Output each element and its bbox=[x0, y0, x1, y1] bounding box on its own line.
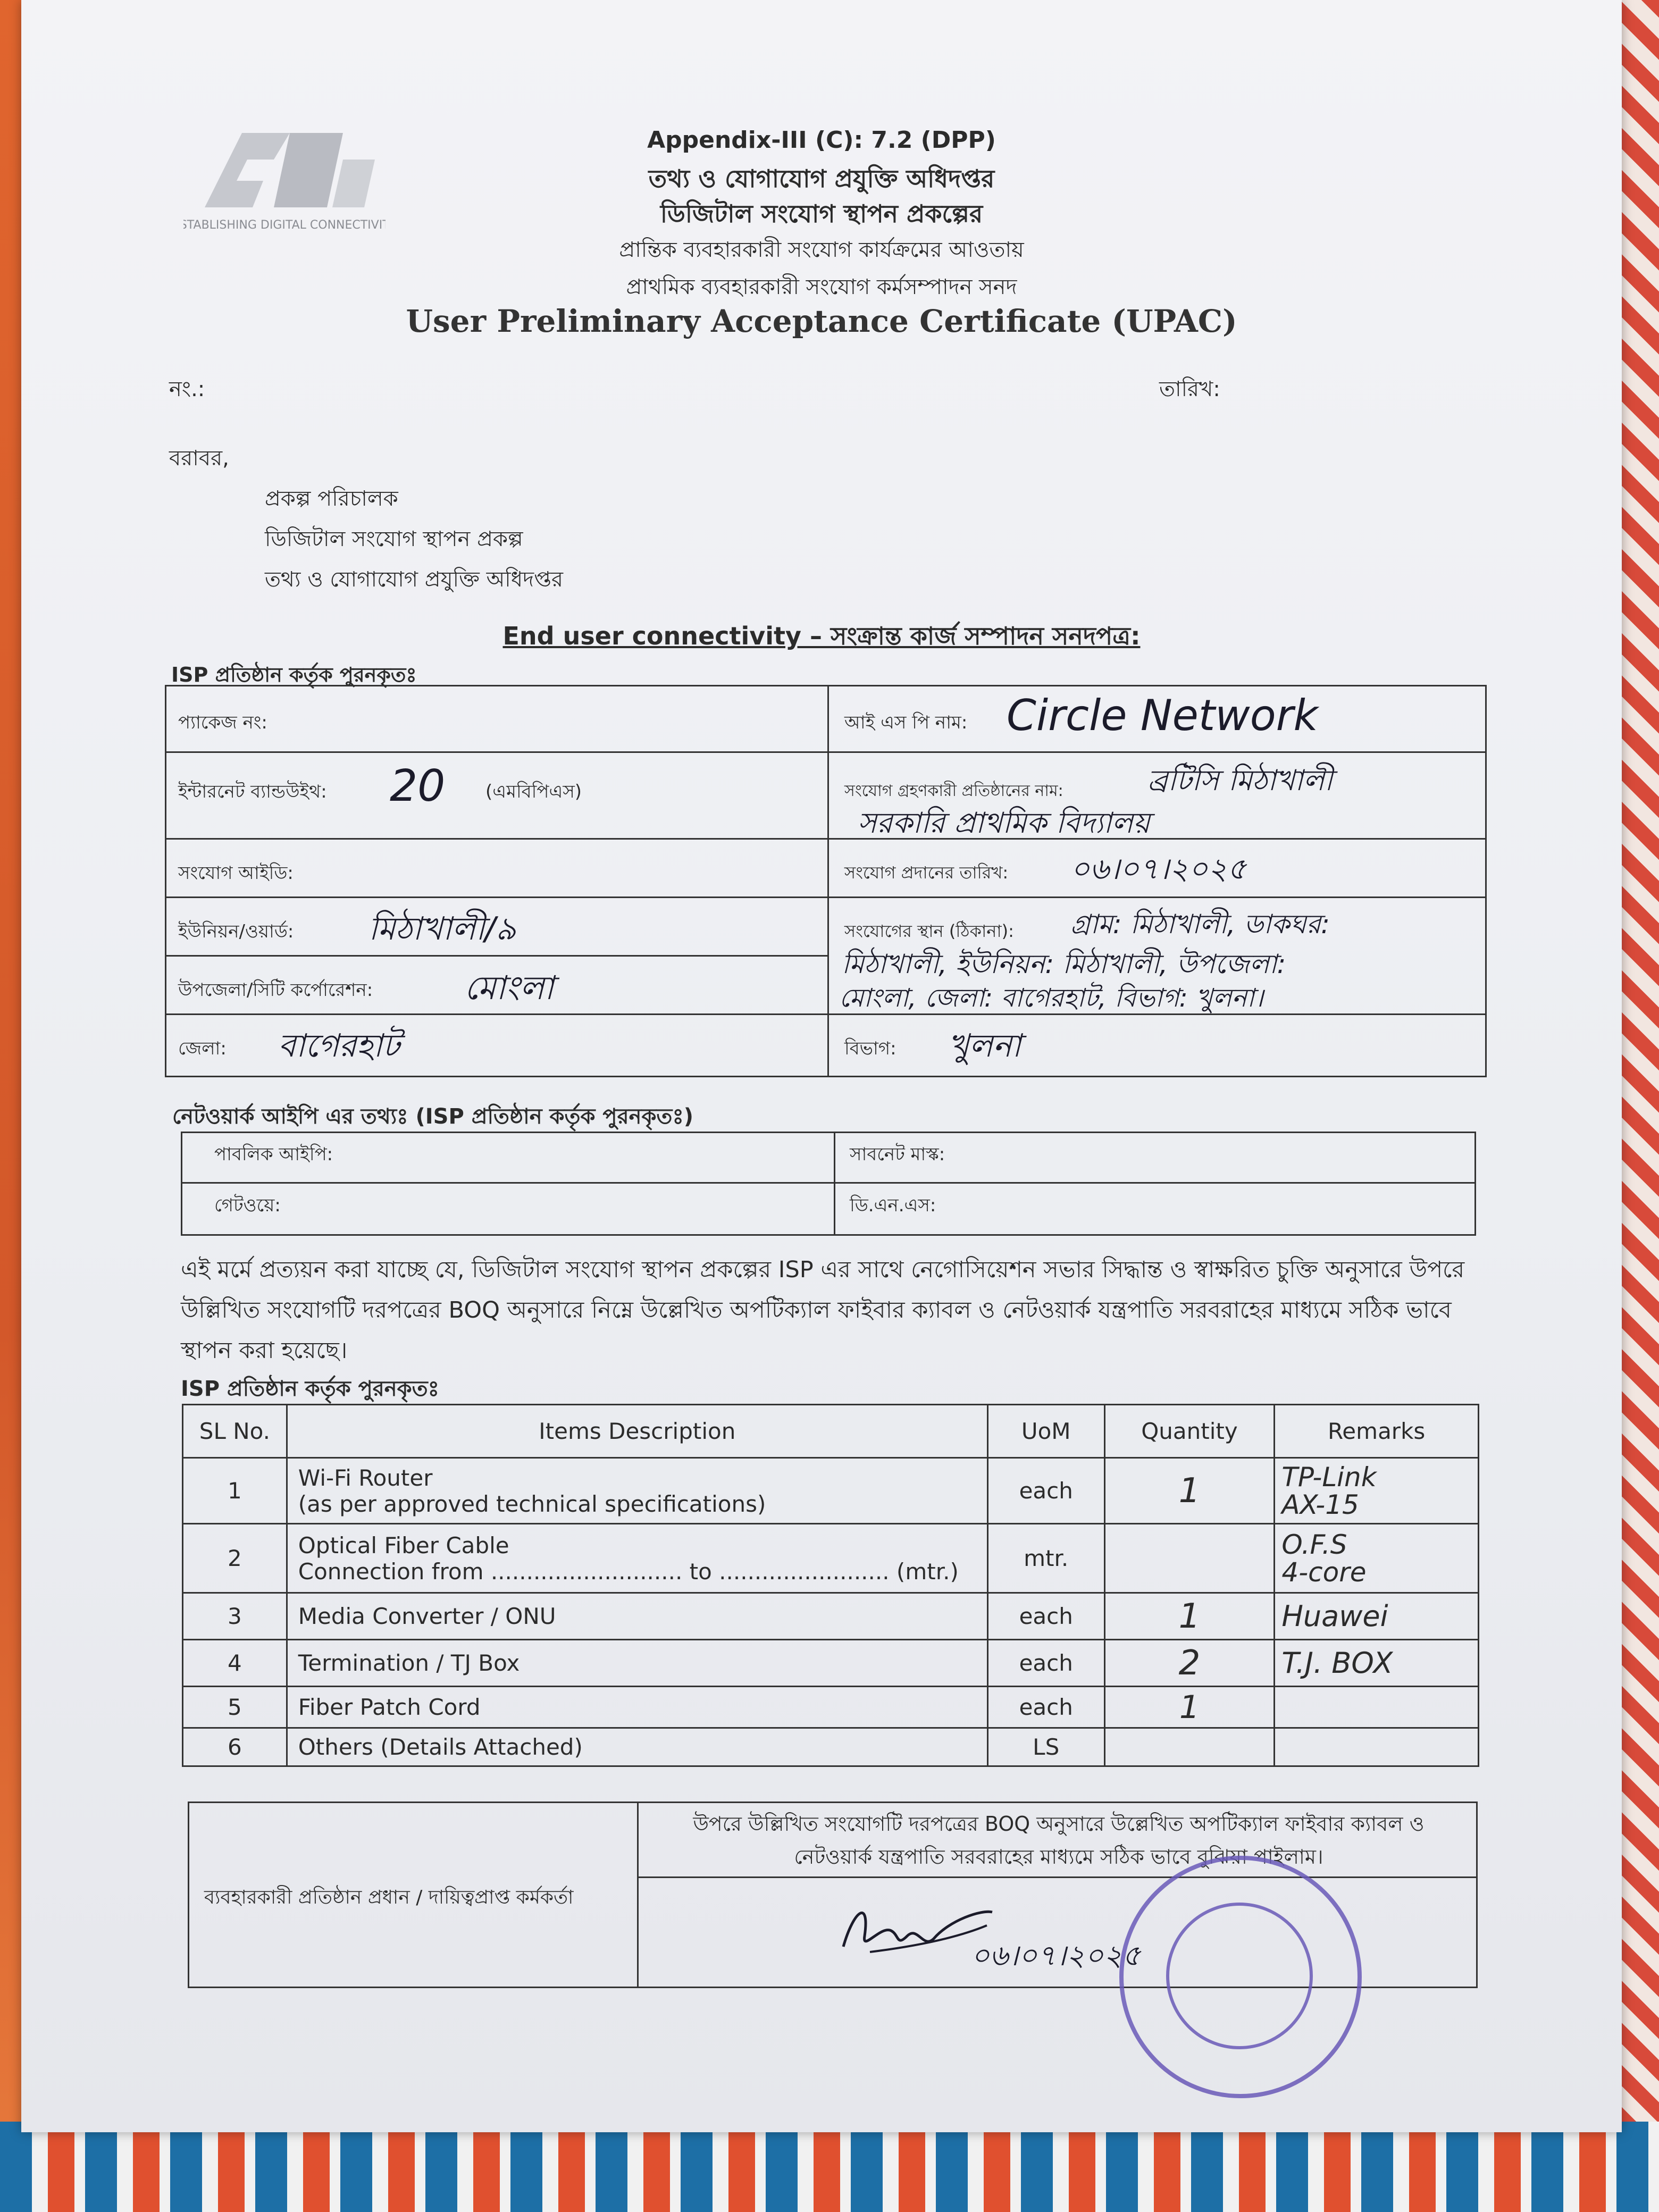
package-label: প্যাকেজ নং: bbox=[178, 712, 267, 733]
logo-text: ESTABLISHING DIGITAL CONNECTIVITY bbox=[183, 219, 386, 232]
row-qty: 2 bbox=[1104, 1640, 1275, 1687]
row-qty bbox=[1104, 1728, 1275, 1766]
table-row bbox=[183, 1458, 1479, 1524]
items-header-row bbox=[183, 1405, 1479, 1458]
row-uom: each bbox=[987, 1687, 1104, 1728]
row-remarks: T.J. BOX bbox=[1275, 1640, 1479, 1687]
items-table bbox=[182, 1404, 1479, 1767]
row-remarks bbox=[1275, 1687, 1479, 1728]
date-label: তারিখ: bbox=[1159, 377, 1220, 401]
row-sl: 6 bbox=[183, 1728, 287, 1766]
row-remarks bbox=[1275, 1458, 1479, 1524]
location-value-1: গ্রাম: মিঠাখালী, ডাকঘর: bbox=[1070, 909, 1330, 940]
row-remarks bbox=[1275, 1524, 1479, 1593]
address-to: বরাবর, bbox=[169, 446, 229, 471]
row-description bbox=[287, 1524, 987, 1593]
header-sl: SL No. bbox=[183, 1405, 287, 1458]
row-description: Termination / TJ Box bbox=[287, 1640, 987, 1687]
remarks-line-1: TP-Link bbox=[1281, 1461, 1377, 1493]
round-seal-stamp-icon bbox=[1119, 1856, 1362, 2098]
upazila-value: মোংলা bbox=[464, 968, 554, 1007]
row-qty: 1 bbox=[1104, 1458, 1275, 1524]
signoff-statement: উপরে উল্লিখিত সংযোগটি দরপত্রের BOQ অনুসারে উল্লেখিত অপটিক্যাল ফাইবার ক্যাবল ও নেটওয়ার্ক যন্ত্রপাতি সরবরাহের মাধ্যমে সঠিক ভাবে বুঝিয়া পাইলাম। bbox=[693, 1812, 1425, 1869]
table-row bbox=[183, 1687, 1479, 1728]
remarks-line-2: AX-15 bbox=[1281, 1489, 1359, 1520]
connection-date-value: ০৬।০৭।২০২৫ bbox=[1070, 852, 1247, 886]
row-description: Media Converter / ONU bbox=[287, 1593, 987, 1640]
location-value-3: মোংলা, জেলা: বাগেরহাট, বিভাগ: খুলনা। bbox=[839, 983, 1264, 1013]
table-row bbox=[183, 1728, 1479, 1766]
row-description bbox=[287, 1458, 987, 1524]
certificate-bn-line: প্রাথমিক ব্যবহারকারী সংযোগ কর্মসম্পাদন সনদ bbox=[626, 275, 1017, 299]
background-cloth-bottom bbox=[0, 2122, 1659, 2212]
location-label: সংযোগের স্থান (ঠিকানা): bbox=[844, 921, 1014, 941]
table-row bbox=[183, 1640, 1479, 1687]
items-fill-label: ISP প্রতিষ্ঠান কর্তৃক পুরনকৃতঃ bbox=[181, 1377, 439, 1401]
isp-name-label: আই এস পি নাম: bbox=[844, 712, 968, 733]
bandwidth-unit: (এমবিপিএস) bbox=[485, 781, 582, 802]
subnet-mask-label: সাবনেট মাস্ক: bbox=[850, 1144, 945, 1165]
upazila-label: উপজেলা/সিটি কর্পোরেশন: bbox=[178, 979, 373, 1001]
declaration-text: এই মর্মে প্রত্যয়ন করা যাচ্ছে যে, ডিজিটাল সংযোগ স্থাপন প্রকল্পের ISP এর সাথে নেগোসিয়েশন সভার সিদ্ধান্ত ও স্বাক্ষরিত চুক্তি অনুসারে উপরে উল্লিখিত সংযোগটি দরপত্রের BOQ অনুসারে নিম্নে উল্লেখিত অপটিক্যাল ফাইবার ক্যাবল ও নেটওয়ার্ক যন্ত্রপাতি সরবরাহের মাধ্যমে সঠিক ভাবে স্থাপন করা হয়েছে। bbox=[181, 1256, 1465, 1364]
bandwidth-value: 20 bbox=[390, 761, 446, 811]
scope-line: প্রান্তিক ব্যবহারকারী সংযোগ কার্যক্রমের আওতায় bbox=[619, 238, 1024, 262]
signoff-left-label: ব্যবহারকারী প্রতিষ্ঠান প্রধান / দায়িত্বপ্রাপ্ত কর্মকর্তা bbox=[204, 1887, 574, 1908]
item-note: (as per approved technical specifications) bbox=[298, 1490, 766, 1517]
recipient-label: সংযোগ গ্রহণকারী প্রতিষ্ঠানের নাম: bbox=[844, 782, 1063, 800]
gateway-label: গেটওয়ে: bbox=[214, 1195, 281, 1216]
row-uom: each bbox=[987, 1640, 1104, 1687]
table-row bbox=[183, 1593, 1479, 1640]
district-value: বাগেরহাট bbox=[278, 1027, 400, 1065]
row-description: Fiber Patch Cord bbox=[287, 1687, 987, 1728]
recipient-value-1: ব্রটিসি মিঠাখালী bbox=[1147, 764, 1333, 797]
remarks-line-2: 4-core bbox=[1281, 1556, 1367, 1588]
header-description: Items Description bbox=[287, 1405, 987, 1458]
item-name: Optical Fiber Cable bbox=[298, 1532, 509, 1559]
header-remarks: Remarks bbox=[1275, 1405, 1479, 1458]
division-value: খুলনা bbox=[948, 1027, 1021, 1065]
number-label: নং.: bbox=[169, 377, 205, 401]
row-uom: each bbox=[987, 1458, 1104, 1524]
row-remarks bbox=[1275, 1728, 1479, 1766]
union-value: মিঠাখালী/৯ bbox=[368, 910, 516, 948]
item-name: Wi-Fi Router bbox=[298, 1464, 433, 1491]
signature-date: ০৬।০৭।২০২৫ bbox=[971, 1939, 1141, 1972]
row-uom: LS bbox=[987, 1728, 1104, 1766]
recipient-value-2: সরকারি প্রাথমিক বিদ্যালয় bbox=[858, 806, 1150, 840]
public-ip-label: পাবলিক আইপি: bbox=[214, 1144, 333, 1165]
address-line-1: প্রকল্প পরিচালক bbox=[265, 487, 398, 511]
section-title: End user connectivity – সংক্রান্ত কার্জ সম্পাদন সনদপত্র: bbox=[502, 622, 1141, 650]
item-note: Connection from ........................... to ........................ (mtr.) bbox=[298, 1558, 959, 1585]
header-quantity: Quantity bbox=[1104, 1405, 1275, 1458]
division-label: বিভাগ: bbox=[844, 1038, 896, 1059]
row-qty: 1 bbox=[1104, 1593, 1275, 1640]
row-sl: 4 bbox=[183, 1640, 287, 1687]
connection-id-label: সংযোগ আইডি: bbox=[178, 862, 294, 884]
isp-name-value: Circle Network bbox=[1007, 691, 1318, 740]
appendix-line: Appendix-III (C): 7.2 (DPP) bbox=[647, 127, 996, 154]
row-sl: 5 bbox=[183, 1687, 287, 1728]
row-remarks: Huawei bbox=[1275, 1593, 1479, 1640]
project-line: ডিজিটাল সংযোগ স্থাপন প্রকল্পের bbox=[660, 199, 983, 228]
row-qty: 1 bbox=[1104, 1687, 1275, 1728]
network-info-title: নেটওয়ার্ক আইপি এর তথ্যঃ (ISP প্রতিষ্ঠান কর্তৃক পুরনকৃতঃ) bbox=[172, 1104, 694, 1129]
address-line-3: তথ্য ও যোগাযোগ প্রযুক্তি অধিদপ্তর bbox=[265, 567, 564, 592]
bandwidth-label: ইন্টারনেট ব্যান্ডউইথ: bbox=[178, 781, 327, 802]
table-row bbox=[183, 1524, 1479, 1593]
row-qty bbox=[1104, 1524, 1275, 1593]
network-info-table bbox=[181, 1132, 1476, 1236]
district-label: জেলা: bbox=[178, 1038, 227, 1059]
row-uom: mtr. bbox=[987, 1524, 1104, 1593]
department-line: তথ্য ও যোগাযোগ প্রযুক্তি অধিদপ্তর bbox=[648, 164, 995, 193]
address-line-2: ডিজিটাল সংযোগ স্থাপন প্রকল্প bbox=[265, 527, 523, 551]
header-uom: UoM bbox=[987, 1405, 1104, 1458]
union-label: ইউনিয়ন/ওয়ার্ড: bbox=[178, 921, 294, 942]
isp-fill-label: ISP প্রতিষ্ঠান কর্তৃক পুরনকৃতঃ bbox=[171, 663, 417, 686]
row-sl: 3 bbox=[183, 1593, 287, 1640]
connection-form bbox=[165, 685, 1487, 1077]
row-sl: 2 bbox=[183, 1524, 287, 1593]
row-description: Others (Details Attached) bbox=[287, 1728, 987, 1766]
remarks-line-1: O.F.S bbox=[1281, 1529, 1347, 1560]
page-title: User Preliminary Acceptance Certificate (UPAC) bbox=[406, 303, 1237, 339]
row-uom: each bbox=[987, 1593, 1104, 1640]
connection-date-label: সংযোগ প্রদানের তারিখ: bbox=[844, 862, 1009, 883]
dns-label: ডি.এন.এস: bbox=[850, 1195, 936, 1216]
location-value-2: মিঠাখালী, ইউনিয়ন: মিঠাখালী, উপজেলা: bbox=[842, 949, 1286, 979]
row-sl: 1 bbox=[183, 1458, 287, 1524]
certificate-page bbox=[21, 0, 1622, 2132]
